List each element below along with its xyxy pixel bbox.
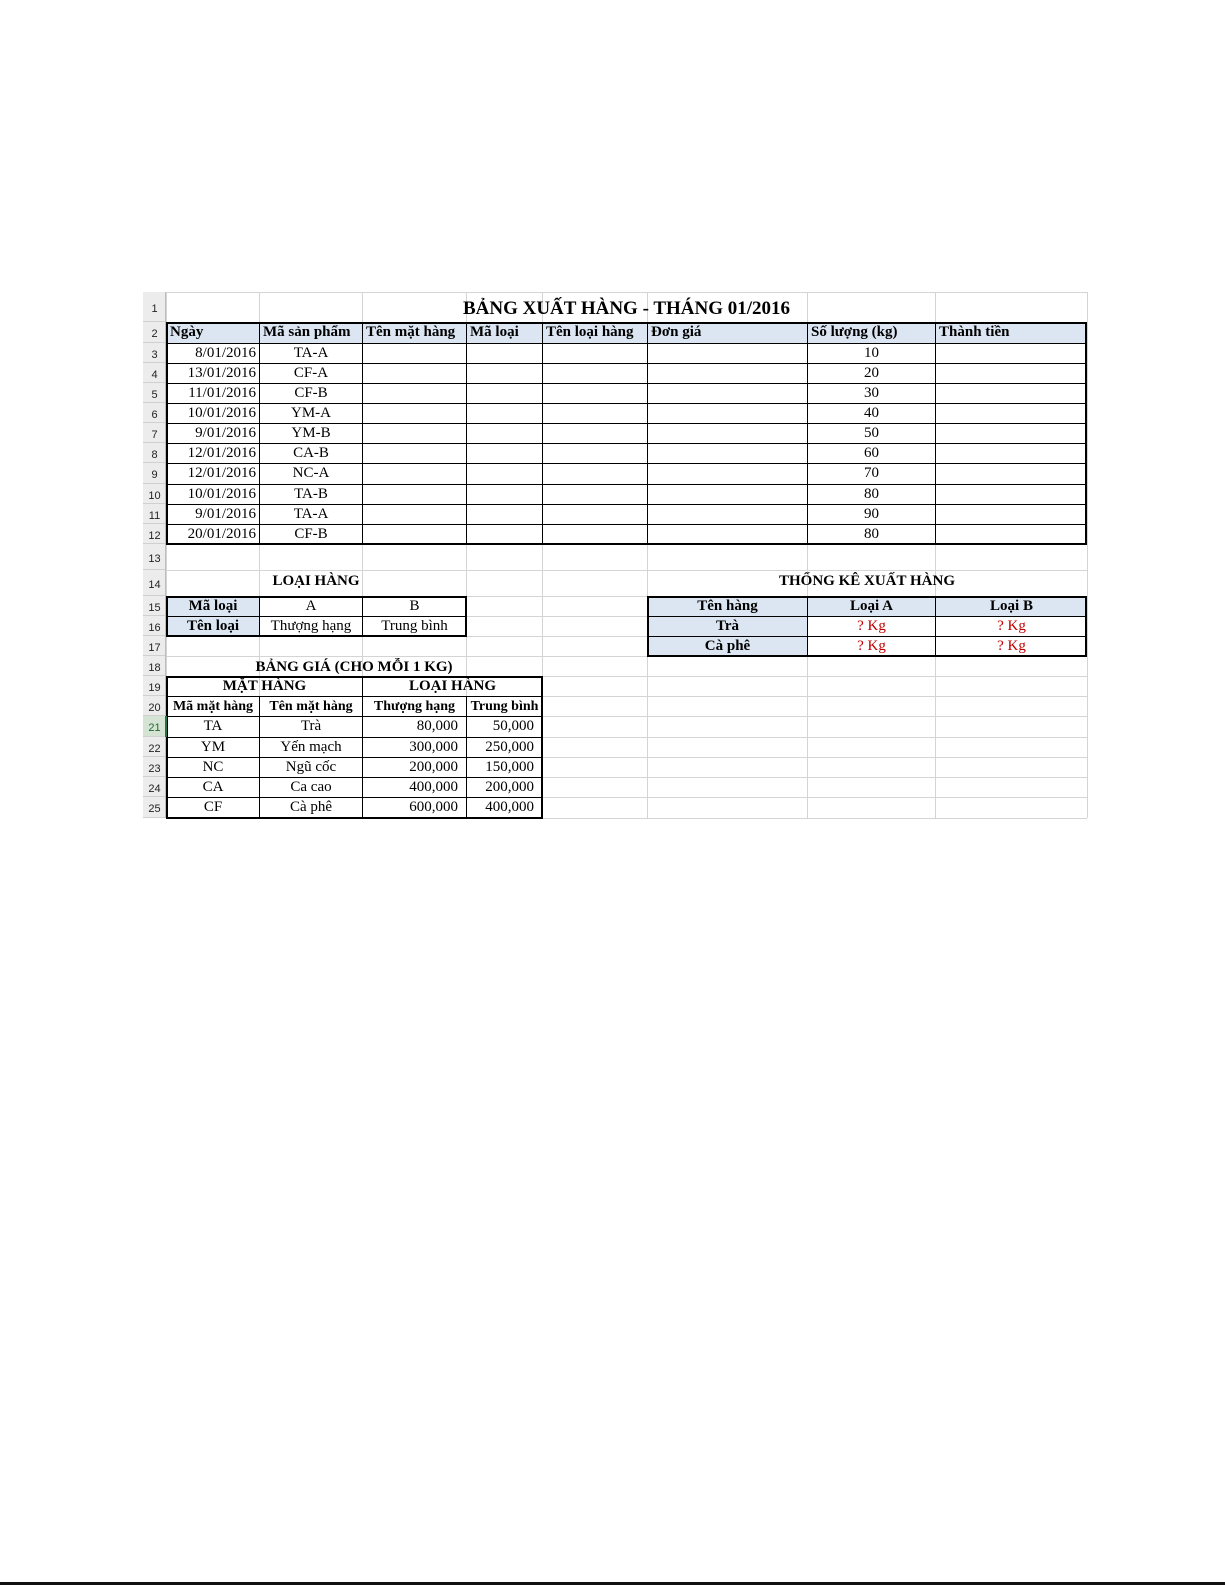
main-table-cell[interactable] — [543, 525, 647, 544]
main-table-cell[interactable] — [467, 364, 542, 383]
main-header-cell[interactable]: Số lượng (kg) — [808, 323, 935, 343]
loai-hang-colline — [259, 596, 260, 636]
main-table-cell[interactable] — [363, 404, 466, 423]
main-table-cell[interactable]: 12/01/2016 — [187, 445, 256, 461]
row-header[interactable]: 2 — [143, 322, 166, 343]
main-table-cell[interactable]: 20 — [864, 365, 879, 381]
row-header[interactable]: 19 — [143, 676, 166, 696]
loai-hang-border-top — [166, 596, 467, 598]
main-table-rowline — [166, 363, 1087, 364]
main-table-cell[interactable] — [363, 344, 466, 363]
main-table-cell[interactable] — [648, 384, 807, 403]
thong-ke-cell[interactable]: ? Kg — [857, 618, 886, 634]
main-table-cell[interactable] — [363, 464, 466, 484]
main-table-cell[interactable] — [648, 364, 807, 383]
main-table-colline — [935, 322, 936, 543]
main-table-cell[interactable]: YM-A — [291, 405, 331, 421]
main-table-cell[interactable]: 10 — [864, 345, 879, 361]
main-table-cell[interactable]: 20/01/2016 — [187, 526, 256, 542]
bang-gia-cell[interactable]: YM — [200, 739, 226, 755]
gridline-vertical — [1087, 292, 1088, 818]
main-table-cell[interactable] — [543, 344, 647, 363]
main-table-cell[interactable] — [936, 505, 1087, 524]
thong-ke-border-right — [1085, 596, 1087, 655]
main-table-cell[interactable]: 9/01/2016 — [195, 425, 256, 441]
main-table-cell[interactable] — [543, 444, 647, 463]
main-table-colline — [259, 322, 260, 543]
bang-gia-cell[interactable]: Cà phê — [289, 799, 333, 815]
thong-ke-rowline — [647, 616, 1087, 617]
thong-ke-header-cell[interactable]: Tên hàng — [648, 597, 807, 616]
main-table-cell[interactable] — [648, 525, 807, 544]
main-table-cell[interactable] — [936, 485, 1087, 504]
main-header-cell[interactable]: Tên loại hàng — [543, 323, 647, 343]
bang-gia-cell[interactable]: 300,000 — [409, 739, 458, 755]
main-table-cell[interactable] — [936, 364, 1087, 383]
thong-ke-border-top — [647, 596, 1087, 598]
gridline-horizontal — [166, 570, 1087, 571]
bang-gia-border-left — [166, 676, 168, 817]
main-table-rowline — [166, 484, 1087, 485]
loai-hang-cell[interactable]: Trung bình — [381, 618, 448, 634]
bang-gia-cell[interactable]: NC — [202, 759, 224, 775]
main-table-rowline — [166, 504, 1087, 505]
main-table-cell[interactable] — [648, 464, 807, 484]
bang-gia-header-cell[interactable]: Tên mặt hàng — [269, 699, 353, 714]
main-table-cell[interactable]: 10/01/2016 — [187, 405, 256, 421]
main-table-rowline — [166, 343, 1087, 344]
thong-ke-cell[interactable]: Cà phê — [648, 637, 807, 656]
main-table-cell[interactable]: 12/01/2016 — [187, 465, 256, 481]
main-header-cell[interactable]: Mã loại — [467, 323, 542, 343]
main-table-cell[interactable]: YM-B — [291, 425, 331, 441]
main-table-cell[interactable] — [648, 424, 807, 443]
bang-gia-rowline — [166, 777, 542, 778]
main-table-cell[interactable] — [363, 364, 466, 383]
row-header[interactable]: 18 — [143, 656, 166, 676]
main-table-cell[interactable]: TA-A — [293, 506, 329, 522]
main-table-cell[interactable] — [467, 485, 542, 504]
thong-ke-header-cell[interactable]: Loại A — [808, 597, 935, 616]
main-table-cell[interactable] — [363, 444, 466, 463]
row-header[interactable]: 13 — [143, 544, 166, 570]
bang-gia-cell[interactable]: 400,000 — [409, 779, 458, 795]
bang-gia-border-top — [166, 676, 543, 678]
thong-ke-border-bottom — [647, 655, 1087, 657]
row-header[interactable]: 9 — [143, 463, 166, 484]
thong-ke-cell[interactable]: ? Kg — [857, 638, 886, 654]
main-table-rowline — [166, 443, 1087, 444]
main-table-cell[interactable] — [648, 505, 807, 524]
main-table-cell[interactable]: CA-B — [293, 445, 329, 461]
bang-gia-cell[interactable]: 50,000 — [492, 718, 534, 734]
main-table-cell[interactable] — [936, 464, 1087, 484]
main-table-cell[interactable]: TA-B — [294, 486, 328, 502]
bang-gia-cell[interactable]: 150,000 — [485, 759, 534, 775]
row-header[interactable]: 16 — [143, 616, 166, 636]
bang-gia-rowline — [166, 716, 542, 717]
main-header-cell[interactable]: Thành tiền — [936, 323, 1087, 343]
main-table-cell[interactable] — [467, 404, 542, 423]
loai-hang-border-right — [465, 596, 467, 635]
loai-hang-border-left — [166, 596, 168, 635]
bang-gia-cell[interactable]: Ngũ cốc — [285, 759, 337, 775]
main-table-cell[interactable] — [467, 505, 542, 524]
thong-ke-title: THỐNG KÊ XUẤT HÀNG — [779, 573, 955, 589]
main-table-cell[interactable]: TA-A — [293, 345, 329, 361]
bang-gia-title: BẢNG GIÁ (CHO MỖI 1 KG) — [255, 659, 453, 675]
loai-hang-cell[interactable]: B — [409, 598, 420, 614]
bang-gia-cell[interactable]: CA — [202, 779, 224, 795]
loai-hang-colline — [362, 596, 363, 636]
main-table-cell[interactable] — [467, 384, 542, 403]
bang-gia-cell[interactable]: Ca cao — [290, 779, 332, 795]
main-table-cell[interactable] — [363, 384, 466, 403]
main-table-colline — [542, 322, 543, 543]
loai-hang-cell[interactable]: A — [305, 598, 317, 614]
bang-gia-cell[interactable]: 400,000 — [485, 799, 534, 815]
main-table-cell[interactable] — [936, 424, 1087, 443]
main-table-cell[interactable] — [936, 525, 1087, 544]
main-table-cell[interactable] — [648, 404, 807, 423]
row-header[interactable]: 12 — [143, 524, 166, 544]
bang-gia-cell[interactable]: 200,000 — [409, 759, 458, 775]
row-header[interactable]: 6 — [143, 403, 166, 423]
main-table-cell[interactable]: 70 — [864, 465, 879, 481]
main-table-colline — [466, 322, 467, 543]
main-table-colline — [807, 322, 808, 543]
main-table-cell[interactable] — [936, 344, 1087, 363]
main-table-colline — [362, 322, 363, 543]
loai-hang-cell[interactable]: Thượng hạng — [270, 618, 352, 634]
main-table-border-bottom — [166, 543, 1087, 545]
loai-hang-cell[interactable]: Mã loại — [167, 597, 259, 616]
row-header[interactable]: 24 — [143, 777, 166, 797]
row-header[interactable]: 7 — [143, 423, 166, 443]
bang-gia-border-bottom — [166, 817, 543, 819]
main-table-cell[interactable] — [363, 525, 466, 544]
bang-gia-group-loai-hang: LOẠI HÀNG — [408, 678, 497, 694]
main-table-cell[interactable] — [467, 525, 542, 544]
main-table-cell[interactable] — [467, 444, 542, 463]
thong-ke-colline — [807, 596, 808, 656]
row-header[interactable]: 22 — [143, 737, 166, 757]
bang-gia-rowline — [166, 797, 542, 798]
main-table-cell[interactable]: 40 — [864, 405, 879, 421]
main-table-cell[interactable] — [467, 424, 542, 443]
bang-gia-cell[interactable]: CF — [203, 799, 223, 815]
page-title: BẢNG XUẤT HÀNG - THÁNG 01/2016 — [462, 298, 791, 319]
main-table-cell[interactable]: 10/01/2016 — [187, 486, 256, 502]
bang-gia-header-cell[interactable]: Trung bình — [470, 699, 539, 714]
row-header[interactable]: 25 — [143, 797, 166, 818]
main-table-border-top — [166, 322, 1087, 324]
thong-ke-cell[interactable]: ? Kg — [997, 638, 1026, 654]
loai-hang-cell[interactable]: Tên loại — [167, 617, 259, 636]
row-header[interactable]: 5 — [143, 383, 166, 403]
bang-gia-border-right — [541, 676, 543, 817]
main-table-cell[interactable]: 13/01/2016 — [187, 365, 256, 381]
thong-ke-cell[interactable]: Trà — [648, 617, 807, 636]
thong-ke-border-left — [647, 596, 649, 655]
main-table-cell[interactable]: 50 — [864, 425, 879, 441]
bang-gia-colline — [362, 676, 363, 818]
main-table-border-right — [1085, 322, 1087, 543]
main-table-cell[interactable] — [543, 364, 647, 383]
thong-ke-header-cell[interactable]: Loại B — [936, 597, 1087, 616]
main-table-rowline — [166, 524, 1087, 525]
row-header[interactable]: 15 — [143, 596, 166, 616]
main-table-cell[interactable]: 80 — [864, 526, 879, 542]
main-table-cell[interactable]: 60 — [864, 445, 879, 461]
bang-gia-cell[interactable]: 200,000 — [485, 779, 534, 795]
main-header-cell[interactable]: Ngày — [167, 323, 259, 343]
main-table-rowline — [166, 403, 1087, 404]
row-header[interactable]: 20 — [143, 696, 166, 716]
main-table-cell[interactable] — [936, 444, 1087, 463]
row-header[interactable]: 10 — [143, 484, 166, 504]
main-table-cell[interactable] — [648, 485, 807, 504]
main-table-colline — [647, 322, 648, 543]
main-table-cell[interactable] — [543, 384, 647, 403]
bang-gia-cell[interactable]: Yến mạch — [280, 739, 342, 755]
bang-gia-rowline — [166, 757, 542, 758]
main-table-cell[interactable]: CF-B — [294, 526, 328, 542]
main-table-cell[interactable] — [543, 464, 647, 484]
row-header[interactable]: 8 — [143, 443, 166, 463]
row-header[interactable]: 14 — [143, 570, 166, 596]
main-table-cell[interactable] — [363, 424, 466, 443]
bang-gia-cell[interactable]: Trà — [300, 718, 322, 734]
bang-gia-header-cell[interactable]: Thượng hạng — [373, 699, 456, 714]
main-table-cell[interactable] — [936, 384, 1087, 403]
active-row-marker — [165, 716, 167, 737]
main-table-cell[interactable] — [363, 505, 466, 524]
row-header[interactable]: 3 — [143, 343, 166, 363]
loai-hang-title: LOẠI HÀNG — [272, 573, 360, 589]
main-header-cell[interactable]: Đơn giá — [648, 323, 807, 343]
main-table-cell[interactable]: NC-A — [292, 465, 330, 481]
main-header-cell[interactable]: Mã sản phẩm — [260, 323, 362, 343]
main-table-cell[interactable] — [648, 344, 807, 363]
main-table-border-left — [166, 322, 168, 543]
main-table-cell[interactable] — [543, 505, 647, 524]
thong-ke-rowline — [647, 636, 1087, 637]
bang-gia-header-cell[interactable]: Mã mặt hàng — [172, 699, 254, 714]
main-table-cell[interactable]: 11/01/2016 — [188, 385, 256, 401]
main-table-cell[interactable] — [543, 404, 647, 423]
row-header[interactable]: 21 — [143, 716, 166, 737]
main-table-cell[interactable] — [936, 404, 1087, 423]
main-table-cell[interactable] — [363, 485, 466, 504]
thong-ke-cell[interactable]: ? Kg — [997, 618, 1026, 634]
main-table-rowline — [166, 423, 1087, 424]
bang-gia-cell[interactable]: 600,000 — [409, 799, 458, 815]
main-table-rowline — [166, 383, 1087, 384]
bang-gia-colline — [466, 696, 467, 818]
gridline-horizontal — [166, 292, 1087, 293]
main-table-cell[interactable]: CF-B — [294, 385, 328, 401]
main-table-rowline — [166, 463, 1087, 464]
main-table-cell[interactable]: CF-A — [293, 365, 329, 381]
row-header[interactable]: 4 — [143, 363, 166, 383]
bang-gia-cell[interactable]: 80,000 — [416, 718, 458, 734]
main-table-cell[interactable] — [648, 444, 807, 463]
main-table-cell[interactable] — [543, 424, 647, 443]
row-header[interactable]: 17 — [143, 636, 166, 656]
main-table-cell[interactable]: 90 — [864, 506, 879, 522]
main-table-cell[interactable]: 30 — [864, 385, 879, 401]
row-header[interactable]: 1 — [143, 292, 166, 322]
bang-gia-rowline — [166, 737, 542, 738]
row-header[interactable]: 23 — [143, 757, 166, 777]
bang-gia-colline — [259, 696, 260, 818]
bang-gia-group-mat-hang: MẶT HÀNG — [222, 678, 307, 694]
main-header-cell[interactable]: Tên mặt hàng — [363, 323, 466, 343]
bang-gia-rowline — [166, 696, 542, 697]
main-table-cell[interactable]: 9/01/2016 — [195, 506, 256, 522]
loai-hang-rowline — [166, 616, 466, 617]
main-table-cell[interactable] — [467, 344, 542, 363]
bang-gia-cell[interactable]: TA — [203, 718, 223, 734]
main-table-cell[interactable]: 80 — [864, 486, 879, 502]
bang-gia-cell[interactable]: 250,000 — [485, 739, 534, 755]
row-header[interactable]: 11 — [143, 504, 166, 524]
thong-ke-colline — [935, 596, 936, 656]
main-table-cell[interactable] — [543, 485, 647, 504]
loai-hang-border-bottom — [166, 635, 467, 637]
main-table-cell[interactable] — [467, 464, 542, 484]
main-table-cell[interactable]: 8/01/2016 — [195, 345, 256, 361]
